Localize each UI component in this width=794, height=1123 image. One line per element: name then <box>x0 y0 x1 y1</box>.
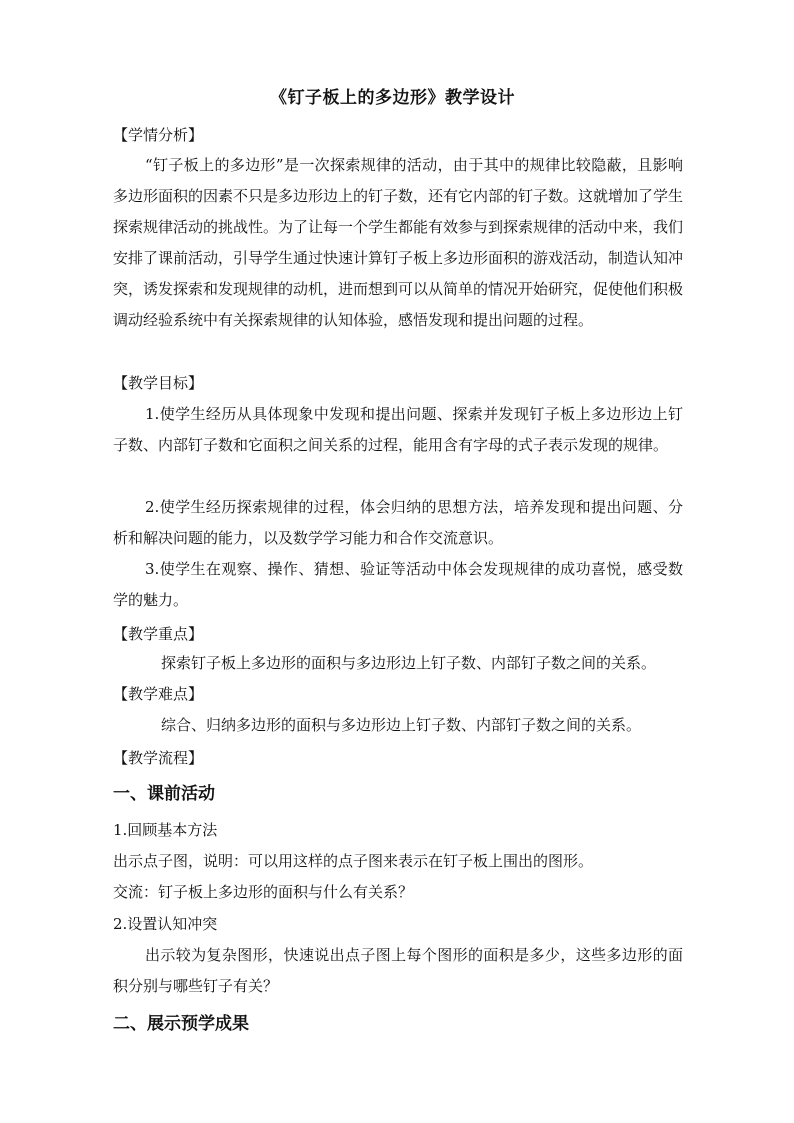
part1-step1-line2: 交流：钉子板上多边形的面积与什么有关系？ <box>113 883 414 901</box>
part1-step2-paragraph: 出示较为复杂图形，快速说出点子图上每个图形的面积是多少，这些多边形的面积分别与哪些钉子有关？ <box>113 946 683 995</box>
section-heading-xueqing: 【学情分析】 <box>113 126 204 144</box>
part1-step2-title: 2.设置认知冲突 <box>113 915 218 933</box>
section-heading-liucheng: 【教学流程】 <box>113 749 204 767</box>
part1-step1-title: 1.回顾基本方法 <box>113 821 218 839</box>
mubiao-item-2: 2.使学生经历探索规律的过程，体会归纳的思想方法，培养发现和提出问题、分析和解决问题的能力，以及数学学习能力和合作交流意识。 <box>113 498 683 547</box>
part2-heading: 二、展示预学成果 <box>113 1014 249 1034</box>
section-heading-mubiao: 【教学目标】 <box>113 374 204 392</box>
mubiao-item-1: 1.使学生经历从具体现象中发现和提出问题、探索并发现钉子板上多边形边上钉子数、内部钉子数和它面积之间关系的过程，能用含有字母的式子表示发现的规律。 <box>113 405 683 454</box>
section-heading-zhongdian: 【教学重点】 <box>113 625 204 643</box>
mubiao-item-3: 3.使学生在观察、操作、猜想、验证等活动中体会发现规律的成功喜悦，感受数学的魅力。 <box>113 560 683 609</box>
xueqing-paragraph: “钉子板上的多边形”是一次探索规律的活动，由于其中的规律比较隐蔽，且影响多边形面积的因素不只是多边形边上的钉子数，还有它内部的钉子数。这就增加了学生探索规律活动的挑战性。为了让每一个学生都能有效参与到探索规律的活动中来，我们安排了课前活动，引导学生通过快速计算钉子板上多边形面积的游戏活动，制造认知冲突，诱发探索和发现规律的动机，进而想到可以从简单的情况开始研究，促使他们积极调动经验系统中有关探索规律的认知体验，感悟发现和提出问题的过程。 <box>113 156 684 329</box>
part1-step1-line1: 出示点子图，说明：可以用这样的点子图来表示在钉子板上围出的图形。 <box>113 852 594 870</box>
nandian-text: 综合、归纳多边形的面积与多边形边上钉子数、内部钉子数之间的关系。 <box>161 716 642 734</box>
part1-heading: 一、课前活动 <box>113 784 215 804</box>
section-heading-nandian: 【教学难点】 <box>113 685 204 703</box>
zhongdian-text: 探索钉子板上多边形的面积与多边形边上钉子数、内部钉子数之间的关系。 <box>161 654 657 672</box>
document-title: 《钉子板上的多边形》教学设计 <box>270 88 515 108</box>
